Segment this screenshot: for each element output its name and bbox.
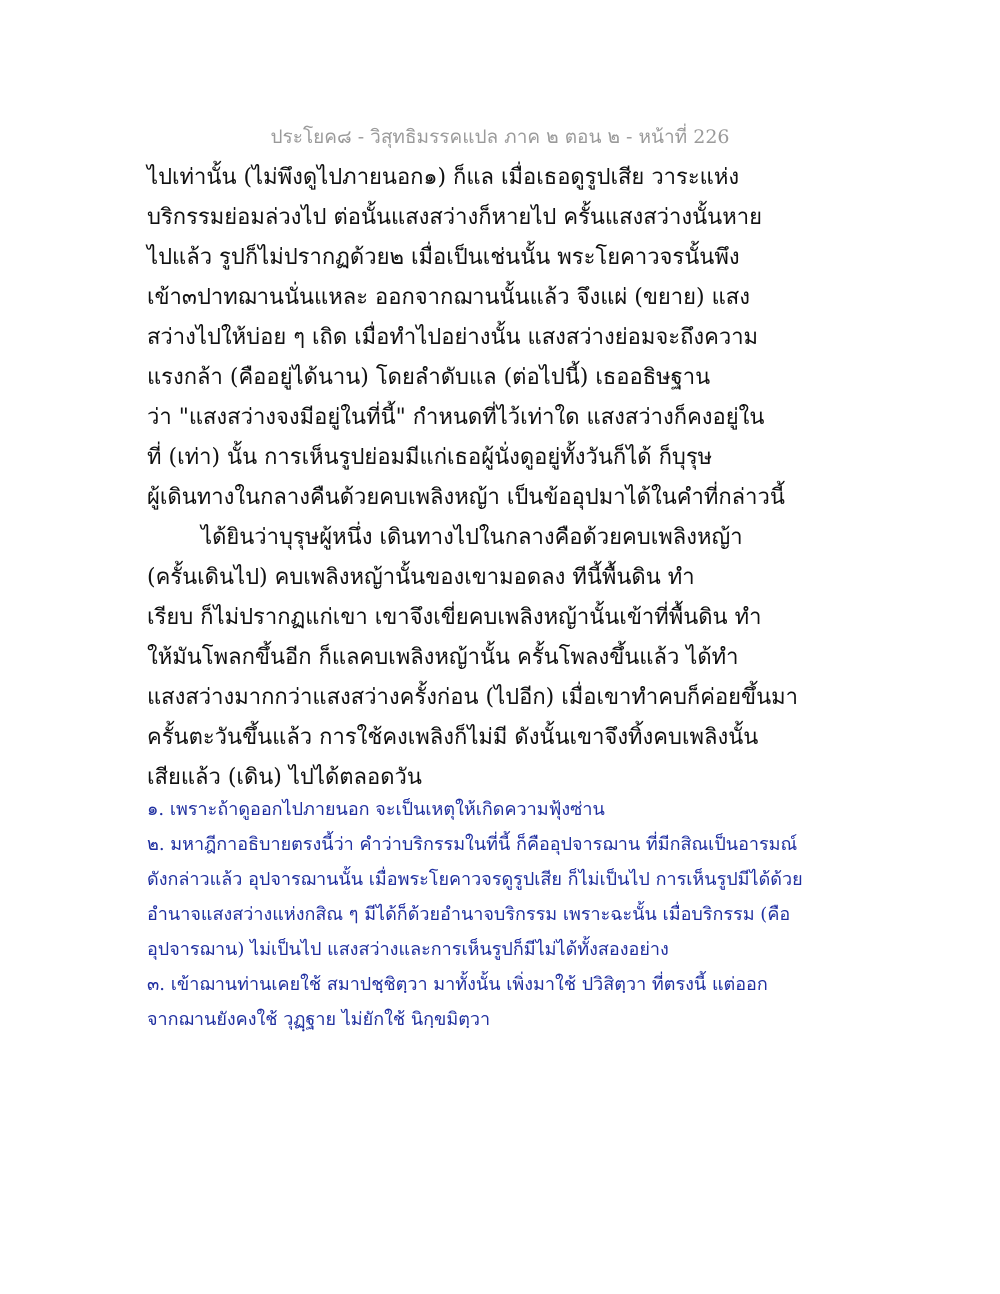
body-line: เสียแล้ว (เดิน) ไปได้ตลอดวัน [147, 765, 422, 790]
body-line: เรียบ ก็ไม่ปรากฏแก่เขา เขาจึงเขี่ยคบเพลิงหญ้านั้นเข้าที่พื้นดิน ทำ [147, 605, 762, 630]
body-line: ที่ (เท่า) นั้น การเห็นรูปย่อมมีแก่เธอผู้นั่งดูอยู่ทั้งวันก็ได้ ก็บุรุษ [147, 445, 713, 470]
body-line: (ครั้นเดินไป) คบเพลิงหญ้านั้นของเขามอดลง ทีนี้พื้นดิน ทำ [147, 565, 695, 590]
body-line: ว่า "แสงสว่างจงมีอยู่ในที่นี้" กำหนดที่ไว้เท่าใด แสงสว่างก็คงอยู่ใน [147, 405, 765, 430]
footnote-3-cont: จากฌานยังคงใช้ วุฏฺฐาย ไม่ยักใช้ นิกฺขมิตฺวา [147, 1009, 491, 1030]
body-line: ไปแล้ว รูปก็ไม่ปรากฏด้วย๒ เมื่อเป็นเช่นนั้น พระโยคาวจรนั้นพึง [147, 245, 740, 270]
footnote-2-cont: ดังกล่าวแล้ว อุปจารฌานนั้น เมื่อพระโยคาวจรดูรูปเสีย ก็ไม่เป็นไป การเห็นรูปมีได้ด้วย [147, 869, 803, 890]
body-line: ไปเท่านั้น (ไม่พึงดูไปภายนอก๑) ก็แล เมื่อเธอดูรูปเสีย วาระแห่ง [147, 165, 740, 190]
body-line: แรงกล้า (คืออยู่ได้นาน) โดยลำดับแล (ต่อไปนี้) เธออธิษฐาน [147, 365, 711, 390]
body-text [147, 158, 867, 798]
paragraph-start-line: ได้ยินว่าบุรุษผู้หนึ่ง เดินทางไปในกลางคือด้วยคบเพลิงหญ้า [201, 525, 743, 550]
body-line: สว่างไปให้บ่อย ๆ เถิด เมื่อทำไปอย่างนั้น แสงสว่างย่อมจะถึงความ [147, 325, 759, 350]
body-line: ผู้เดินทางในกลางคืนด้วยคบเพลิงหญ้า เป็นข้ออุปมาได้ในคำที่กล่าวนี้ [147, 485, 785, 510]
footnotes [147, 792, 867, 1037]
page-header: ประโยค๘ - วิสุทธิมรรคแปล ภาค ๒ ตอน ๒ - หน้าที่ 226 [270, 126, 730, 148]
body-line: ให้มันโพลกขึ้นอีก ก็แลคบเพลิงหญ้านั้น ครั้นโพลงขึ้นแล้ว ได้ทำ [147, 645, 739, 670]
footnote-1: ๑. เพราะถ้าดูออกไปภายนอก จะเป็นเหตุให้เกิดความฟุ้งซ่าน [147, 799, 605, 820]
body-line: เข้า๓ปาทฌานนั่นแหละ ออกจากฌานนั้นแล้ว จึงแผ่ (ขยาย) แสง [147, 285, 750, 310]
body-line: บริกรรมย่อมล่วงไป ต่อนั้นแสงสว่างก็หายไป ครั้นแสงสว่างนั้นหาย [147, 205, 762, 230]
body-line: ครั้นตะวันขึ้นแล้ว การใช้คงเพลิงก็ไม่มี ดังนั้นเขาจึงทิ้งคบเพลิงนั้น [147, 725, 759, 750]
footnote-2: ๒. มหาฎีกาอธิบายตรงนี้ว่า คำว่าบริกรรมในที่นี้ ก็คืออุปจารฌาน ที่มีกสิณเป็นอารมณ์ [147, 834, 798, 855]
footnote-2-cont: อุปจารฌาน) ไม่เป็นไป แสงสว่างและการเห็นรูปก็มีไม่ได้ทั้งสองอย่าง [147, 939, 669, 960]
footnote-2-cont: อำนาจแสงสว่างแห่งกสิณ ๆ มีได้ก็ด้วยอำนาจบริกรรม เพราะฉะนั้น เมื่อบริกรรม (คือ [147, 904, 791, 925]
footnote-3: ๓. เข้าฌานท่านเคยใช้ สมาปชฺชิตฺวา มาทั้งนั้น เพิ่งมาใช้ ปวิสิตฺวา ที่ตรงนี้ แต่ออก [147, 974, 768, 995]
body-line: แสงสว่างมากกว่าแสงสว่างครั้งก่อน (ไปอีก) เมื่อเขาทำคบก็ค่อยขึ้นมา [147, 685, 798, 710]
